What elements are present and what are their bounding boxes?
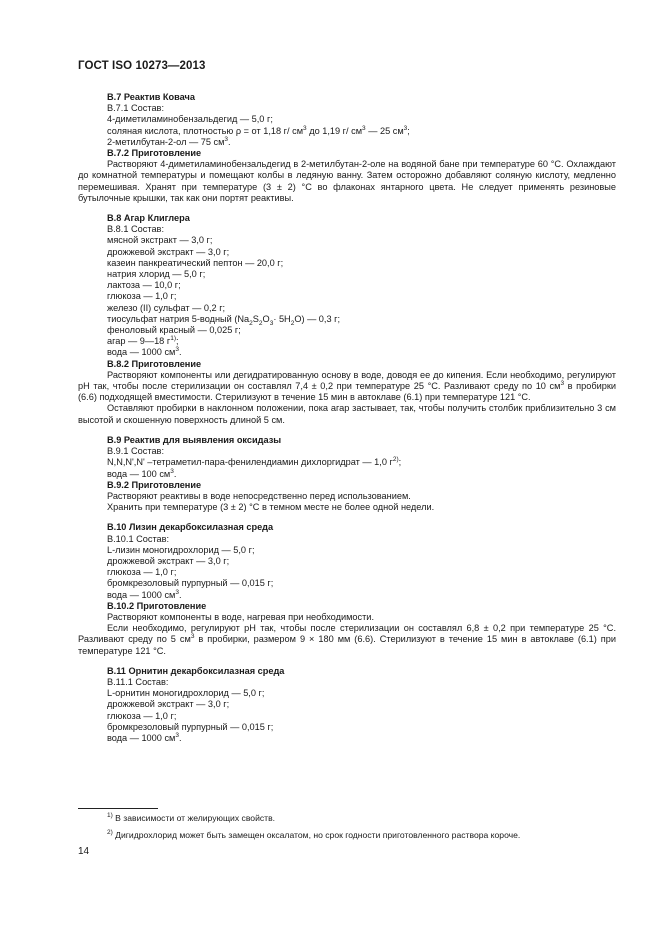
list-item: дрожжевой экстракт — 3,0 г;	[107, 246, 230, 257]
list-item: вода — 100 $см^3$.	[107, 467, 177, 479]
section-title-b10: В.10 Лизин декарбоксилазная среда	[107, 522, 274, 533]
section-title-b11: В.11 Орнитин декарбоксилазная среда	[107, 665, 285, 676]
list-item: глюкоза — 1,0 г;	[107, 567, 177, 578]
composition-label: В.9.1 Состав:	[107, 446, 164, 457]
list-item: казеин панкреатический пептон — 20,0 г;	[107, 257, 284, 268]
list-item: мясной экстракт — 3,0 г;	[107, 235, 213, 246]
list-item: дрожжевой экстракт — 3,0 г;	[107, 555, 230, 566]
subsection-title: В.9.2 Приготовление	[107, 479, 202, 490]
paragraph: Оставляют пробирки в наклонном положении, пока агар застывает, так, чтобы получить столбик приблизительно 3 см высотой и скошенную поверхность длиной 5 см.	[78, 403, 616, 425]
list-item: вода — 1000 $см^3$.	[107, 346, 182, 358]
footnote: $^{2)}$ Дигидрохлорид может быть замещен оксалатом, но срок годности приготовленного раствора короче.	[107, 829, 521, 840]
footnotes	[78, 808, 616, 847]
section-title-b7: В.7 Реактив Ковача	[107, 92, 195, 102]
document-body	[78, 92, 616, 744]
subsection-title: В.8.2 Приготовление	[107, 358, 202, 369]
list-item: вода — 1000 $см^3$.	[107, 731, 182, 743]
list-item: дрожжевой экстракт — 3,0 г;	[107, 699, 230, 710]
paragraph: Если необходимо, регулируют рН так, чтобы после стерилизации он составлял 6,8 ± 0,2 при температуре 25 °С. Разливают среду по 5 $см^3$ в пробирки, размером 9 × 180 мм (6.6). Стерилизуют в течение 15 мин в автоклаве (6.1) при температуре 121 °С.	[78, 623, 616, 656]
subsection-title: В.7.2 Приготовление	[107, 148, 202, 159]
footnote-divider	[78, 808, 158, 809]
list-item: 2-метилбутан-2-ол — 75 $см^3$.	[107, 135, 231, 147]
footnote: $^{1)}$ В зависимости от желирующих свойств.	[107, 812, 276, 823]
list-item: L-лизин моногидрохлорид — 5,0 г;	[107, 544, 255, 555]
composition-label: В.10.1 Состав:	[107, 533, 170, 544]
list-item: натрия хлорид — 5,0 г;	[107, 269, 206, 280]
paragraph: Хранить при температуре (3 ± 2) °С в темном месте не более одной недели.	[107, 502, 435, 513]
list-item: лактоза — 10,0 г;	[107, 280, 181, 291]
section-title-b8: В.8 Агар Клиглера	[107, 213, 190, 224]
list-item: бромкрезоловый пурпурный — 0,015 г;	[107, 578, 274, 589]
list-item: L-орнитин моногидрохлорид — 5,0 г;	[107, 688, 265, 699]
subsection-title: В.10.2 Приготовление	[107, 600, 207, 611]
list-item: феноловый красный — 0,025 г;	[107, 325, 241, 336]
list-item: агар — 9—18 $г^{1)}$;	[107, 335, 179, 347]
paragraph: Растворяют реактивы в воде непосредственно перед использованием.	[107, 490, 411, 501]
section-title-b9: В.9 Реактив для выявления оксидазы	[107, 434, 282, 445]
list-item: глюкоза — 1,0 г;	[107, 291, 177, 302]
composition-label: В.8.1 Состав:	[107, 224, 164, 235]
list-item: 4-диметиламинобензальдегид — 5,0 г;	[107, 114, 273, 125]
list-item: железо (II) сульфат — 0,2 г;	[107, 302, 226, 313]
page-number: 14	[78, 846, 90, 857]
paragraph: Растворяют компоненты в воде, нагревая при необходимости.	[107, 611, 374, 622]
list-item: вода — 1000 $см^3$.	[107, 588, 182, 600]
composition-label: В.11.1 Состав:	[107, 676, 169, 687]
list-item: N,N,N',N' –тетраметил-пара-фенилендиамин дихлоргидрат — 1,0 $г^{2)}$;	[107, 456, 402, 468]
document-header: ГОСТ ISO 10273—2013	[78, 60, 206, 72]
paragraph: Растворяют 4-диметиламинобензальдегид в 2-метилбутан-2-оле на водяной бане при температуре 60 °С. Охлаждают до комнатной температуры и помещают колбы в ледяную ванну. Затем осторожно добавляют соляную кислоту, медленно перемешивая. Хранят при температуре (3 ± 2) °С во флаконах янтарного цвета. Не следует применять резиновые бутылочные крышки, так как они портят реактивы.	[78, 159, 616, 203]
list-item: бромкрезоловый пурпурный — 0,015 г;	[107, 721, 274, 732]
paragraph: Растворяют компоненты или дегидратированную основу в воде, доводя ее до кипения. Если необходимо, регулируют рН так, чтобы после стерилизации он составлял 7,4 ± 0,2 при температуре 25 °С. Разливают среду по 10 $см^3$ в пробирки (6.6) подходящей вместимости. Стерилизуют в течение 15 мин в автоклаве (6.1) при температуре 121 °С.	[78, 369, 616, 403]
list-item: соляная кислота, плотностью ρ = от 1,18 г/ $см^3$ до 1,19 г/ $см^3$ — 25 $см^3$;	[107, 124, 410, 136]
list-item: глюкоза — 1,0 г;	[107, 710, 177, 721]
list-item: тиосульфат натрия 5-водный $(Na_2S_2O_3\cdot 5H_2O)$ — 0,3 г;	[107, 313, 341, 327]
composition-label: В.7.1 Состав:	[107, 103, 164, 114]
